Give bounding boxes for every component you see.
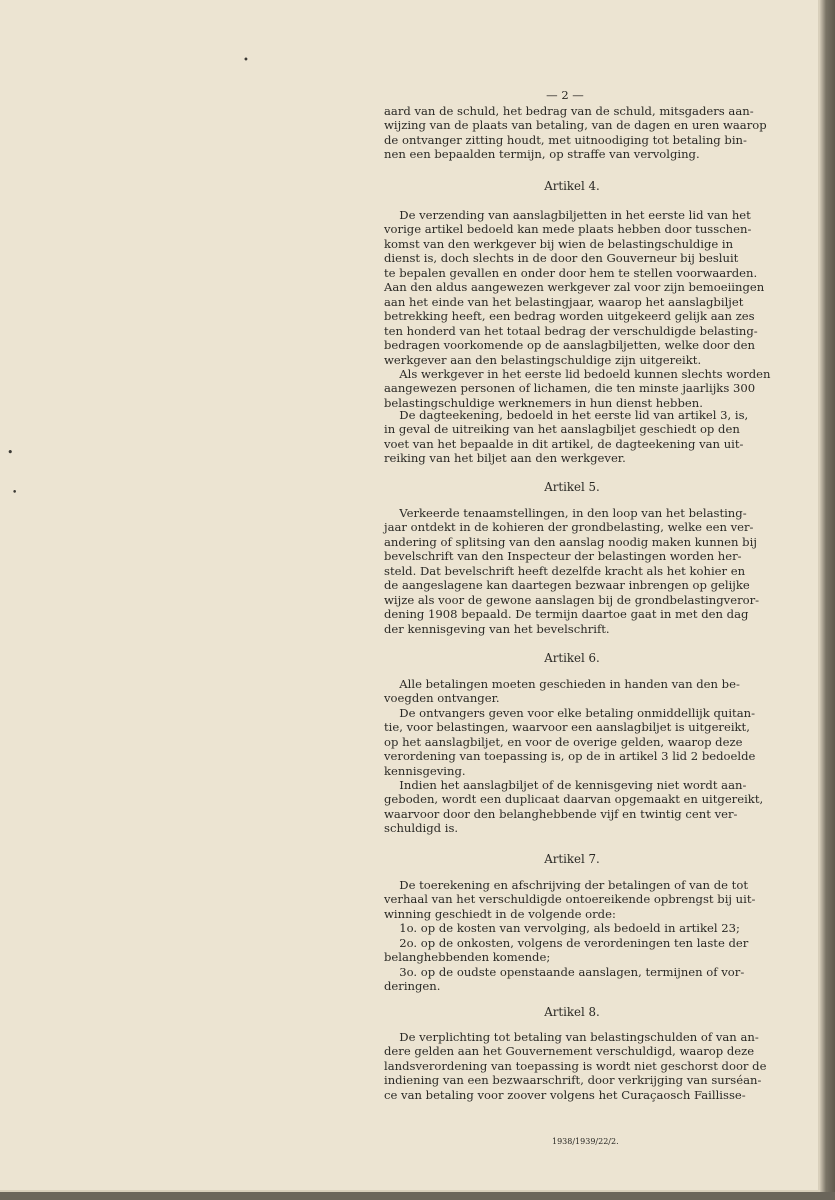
text-line: Verkeerde tenaamstellingen, in den loop van het belasting- bbox=[384, 506, 747, 520]
text-line: de ontvanger zitting houdt, met uitnoodiging tot betaling bin- bbox=[384, 132, 747, 147]
paragraph-7 bbox=[384, 778, 764, 836]
margin-dot: • bbox=[243, 55, 249, 66]
text-line: steld. Dat bevelschrift heeft dezelfde kracht als het kohier en bbox=[384, 563, 746, 578]
paragraph-1 bbox=[384, 208, 765, 367]
text-line: wijzing van de plaats van betaling, van de dagen en uren waarop bbox=[384, 118, 767, 133]
text-line: winning geschiedt in de volgende orde: bbox=[384, 906, 616, 921]
text-line: ten honderd van het totaal bedrag der verschuldigde belasting- bbox=[384, 323, 758, 338]
paragraph-8 bbox=[384, 878, 760, 994]
text-line: dening 1908 bepaald. De termijn daartoe gaat in met den dag bbox=[384, 607, 749, 622]
text-line: de aangeslagene kan daartegen bezwaar inbrengen op gelijke bbox=[384, 578, 750, 593]
text-line: betrekking heeft, een bedrag worden uitgekeerd gelijk aan zes bbox=[384, 309, 755, 324]
text-line: deringen. bbox=[384, 979, 441, 994]
text-line: tie, voor belastingen, waarvoor een aanslagbiljet is uitgereikt, bbox=[384, 720, 750, 735]
text-line: wijze als voor de gewone aanslagen bij de grondbelastingveror- bbox=[384, 592, 760, 607]
text-line: landsverordening van toepassing is wordt niet geschorst door de bbox=[384, 1058, 767, 1073]
text-line: 2o. op de onkosten, volgens de verordeningen ten laste der bbox=[384, 935, 749, 950]
text-line: werkgever aan den belastingschuldige zijn uitgereikt. bbox=[384, 352, 702, 367]
paragraph-9 bbox=[384, 1030, 767, 1102]
paragraph-5 bbox=[384, 677, 760, 706]
margin-tick: • bbox=[7, 446, 14, 459]
text-line: aard van de schuld, het bedrag van de schuld, mitsgaders aan- bbox=[384, 104, 754, 118]
text-line: De dagteekening, bedoeld in het eerste lid van artikel 3, is, bbox=[384, 408, 749, 422]
text-line: Indien het aanslagbiljet of de kennisgeving niet wordt aan- bbox=[384, 778, 747, 792]
text-line: bedragen voorkomende op de aanslagbiljetten, welke door den bbox=[384, 338, 756, 353]
text-line: 3o. op de oudste openstaande aanslagen, termijnen of vor- bbox=[384, 964, 745, 979]
text-line: vorige artikel bedoeld kan mede plaats hebben door tusschen- bbox=[384, 222, 752, 237]
text-line: ce van betaling voor zoover volgens het Curaçaosch Faillisse- bbox=[384, 1087, 746, 1102]
text-line: voegden ontvanger. bbox=[384, 691, 500, 706]
text-line: waarvoor door den belanghebbende vijf en twintig cent ver- bbox=[384, 806, 738, 821]
text-line: aangewezen personen of lichamen, die ten minste jaarlijks 300 bbox=[384, 381, 756, 396]
text-line: schuldigd is. bbox=[384, 821, 459, 836]
text-line: in geval de uitreiking van het aanslagbiljet geschiedt op den bbox=[384, 422, 740, 437]
text-line: 1o. op de kosten van vervolging, als bedoeld in artikel 23; bbox=[384, 921, 740, 936]
text-line: komst van den werkgever bij wien de belastingschuldige in bbox=[384, 236, 734, 251]
paragraph-3 bbox=[384, 408, 760, 466]
text-line: belanghebbenden komende; bbox=[384, 950, 551, 965]
scan-edge-bottom bbox=[0, 1192, 835, 1200]
margin-tick-lower: • bbox=[12, 488, 18, 498]
text-line: voet van het bepaalde in dit artikel, de dagteekening van uit- bbox=[384, 436, 744, 451]
text-line: Als werkgever in het eerste lid bedoeld kunnen slechts worden bbox=[384, 367, 771, 381]
text-line: Aan den aldus aangewezen werkgever zal voor zijn bemoeiingen bbox=[384, 280, 765, 295]
text-line: op het aanslagbiljet, en voor de overige gelden, waarop deze bbox=[384, 734, 743, 749]
text-line: dere gelden aan het Gouvernement verschuldigd, waarop deze bbox=[384, 1044, 755, 1059]
text-line: te bepalen gevallen en onder door hem te stellen voorwaarden. bbox=[384, 265, 758, 280]
text-line: De ontvangers geven voor elke betaling onmiddellijk quitan- bbox=[384, 706, 756, 720]
page-number: — 2 — bbox=[546, 88, 584, 102]
text-line: nen een bepaalden termijn, op straffe van vervolging. bbox=[384, 147, 700, 162]
paragraph-4 bbox=[384, 506, 760, 636]
text-line: belastingschuldige werknemers in hun dienst hebben. bbox=[384, 395, 703, 410]
text-line: bevelschrift van den Inspecteur der belastingen worden her- bbox=[384, 549, 742, 564]
scan-edge-right bbox=[820, 0, 835, 1200]
text-line: reiking van het biljet aan den werkgever. bbox=[384, 451, 626, 466]
heading-artikel-5: Artikel 5. bbox=[544, 480, 600, 494]
text-line: dienst is, doch slechts in de door den Gouverneur bij besluit bbox=[384, 251, 739, 266]
text-line: andering of splitsing van den aanslag noodig maken kunnen bij bbox=[384, 534, 757, 549]
text-line: Alle betalingen moeten geschieden in handen van den be- bbox=[384, 677, 740, 691]
document-reference: 1938/1939/22/2. bbox=[552, 1137, 619, 1146]
paragraph-6 bbox=[384, 706, 760, 778]
text-line: jaar ontdekt in de kohieren der grondbelasting, welke een ver- bbox=[384, 520, 754, 535]
text-line: verhaal van het verschuldigde ontoereikende opbrengst bij uit- bbox=[384, 892, 756, 907]
text-line: De toerekening en afschrijving der betalingen of van de tot bbox=[384, 878, 748, 892]
text-line: verordening van toepassing is, op de in artikel 3 lid 2 bedoelde bbox=[384, 749, 756, 764]
text-line: kennisgeving. bbox=[384, 763, 466, 778]
heading-artikel-6: Artikel 6. bbox=[544, 651, 600, 665]
text-line: geboden, wordt een duplicaat daarvan opgemaakt en uitgereikt, bbox=[384, 792, 764, 807]
paragraph-0 bbox=[384, 104, 767, 162]
text-line: indiening van een bezwaarschrift, door verkrijging van surséan- bbox=[384, 1073, 762, 1088]
text-line: De verplichting tot betaling van belastingschulden of van an- bbox=[384, 1030, 759, 1044]
text-line: aan het einde van het belastingjaar, waarop het aanslagbiljet bbox=[384, 294, 744, 309]
heading-artikel-7: Artikel 7. bbox=[544, 852, 600, 866]
heading-artikel-4: Artikel 4. bbox=[544, 179, 600, 193]
heading-artikel-8: Artikel 8. bbox=[544, 1005, 600, 1019]
text-line: der kennisgeving van het bevelschrift. bbox=[384, 621, 610, 636]
paragraph-2 bbox=[384, 367, 771, 410]
text-line: De verzending van aanslagbiljetten in het eerste lid van het bbox=[384, 208, 751, 222]
